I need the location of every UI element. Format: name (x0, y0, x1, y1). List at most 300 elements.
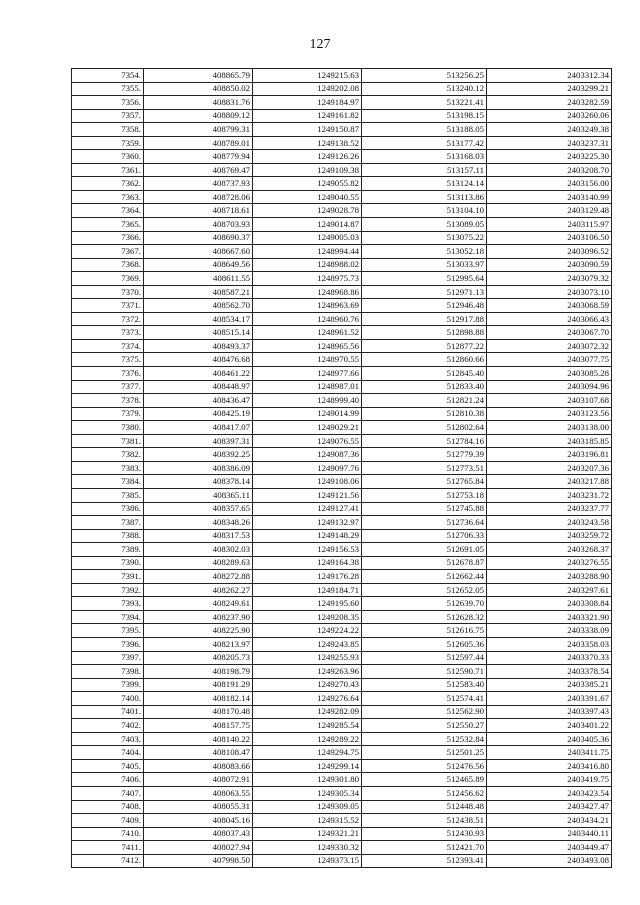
coord-x1-cell: 408198.79 (144, 665, 253, 679)
coord-y2-cell: 2403077.75 (487, 353, 612, 367)
point-number-cell: 7366. (72, 231, 144, 245)
point-number-cell: 7411. (72, 841, 144, 855)
table-row (72, 69, 612, 83)
table-row (72, 841, 612, 855)
coord-x2-cell: 512393.41 (362, 854, 487, 868)
coord-x1-cell: 408386.09 (144, 461, 253, 475)
coord-x1-cell: 408055.31 (144, 800, 253, 814)
coord-x1-cell: 408272.88 (144, 570, 253, 584)
point-number-cell: 7367. (72, 245, 144, 259)
coord-y1-cell: 1249097.76 (253, 461, 362, 475)
point-number-cell: 7386. (72, 502, 144, 516)
coord-y1-cell: 1249150.87 (253, 123, 362, 137)
coord-y2-cell: 2403208.70 (487, 163, 612, 177)
coord-x1-cell: 408140.22 (144, 732, 253, 746)
coord-y2-cell: 2403123.56 (487, 407, 612, 421)
coord-x1-cell: 408182.14 (144, 692, 253, 706)
coord-y2-cell: 2403358.03 (487, 637, 612, 651)
coord-y2-cell: 2403237.77 (487, 502, 612, 516)
coord-x2-cell: 512639.70 (362, 597, 487, 611)
table-row (72, 163, 612, 177)
coord-y1-cell: 1249285.54 (253, 719, 362, 733)
coord-x2-cell: 512765.84 (362, 475, 487, 489)
coord-y2-cell: 2403107.68 (487, 394, 612, 408)
coord-x2-cell: 512971.13 (362, 285, 487, 299)
coord-x2-cell: 512810.38 (362, 407, 487, 421)
coord-x1-cell: 408397.31 (144, 434, 253, 448)
point-number-cell: 7408. (72, 800, 144, 814)
coord-y2-cell: 2403299.21 (487, 82, 612, 96)
table-row (72, 502, 612, 516)
coord-x2-cell: 513221.41 (362, 96, 487, 110)
table-row (72, 312, 612, 326)
coord-x2-cell: 512438.51 (362, 814, 487, 828)
coord-x2-cell: 512833.40 (362, 380, 487, 394)
table-row (72, 190, 612, 204)
point-number-cell: 7379. (72, 407, 144, 421)
coord-y1-cell: 1249315.52 (253, 814, 362, 828)
table-row (72, 488, 612, 502)
point-number-cell: 7403. (72, 732, 144, 746)
point-number-cell: 7373. (72, 326, 144, 340)
table-row (72, 461, 612, 475)
coord-y1-cell: 1249224.22 (253, 624, 362, 638)
coord-y2-cell: 2403185.85 (487, 434, 612, 448)
table-row (72, 624, 612, 638)
coord-y1-cell: 1248970.55 (253, 353, 362, 367)
table-row (72, 285, 612, 299)
coord-y1-cell: 1249195.60 (253, 597, 362, 611)
table-row (72, 82, 612, 96)
coord-x2-cell: 512456.62 (362, 786, 487, 800)
coord-x2-cell: 512845.40 (362, 367, 487, 381)
coord-x1-cell: 408191.29 (144, 678, 253, 692)
coord-x1-cell: 408789.01 (144, 136, 253, 150)
coord-y1-cell: 1249148.29 (253, 529, 362, 543)
coord-y1-cell: 1249109.38 (253, 163, 362, 177)
coord-y2-cell: 2403138.00 (487, 421, 612, 435)
coord-x1-cell: 408850.02 (144, 82, 253, 96)
point-number-cell: 7399. (72, 678, 144, 692)
coord-x2-cell: 513052.18 (362, 245, 487, 259)
coord-x1-cell: 408157.75 (144, 719, 253, 733)
point-number-cell: 7359. (72, 136, 144, 150)
table-row (72, 258, 612, 272)
coord-y1-cell: 1249055.82 (253, 177, 362, 191)
coord-x1-cell: 408779.94 (144, 150, 253, 164)
coord-y2-cell: 2403440.11 (487, 827, 612, 841)
point-number-cell: 7388. (72, 529, 144, 543)
coord-x2-cell: 512662.44 (362, 570, 487, 584)
table-row (72, 854, 612, 868)
coord-y2-cell: 2403405.36 (487, 732, 612, 746)
coord-x1-cell: 408289.63 (144, 556, 253, 570)
point-number-cell: 7394. (72, 610, 144, 624)
coord-y1-cell: 1248999.40 (253, 394, 362, 408)
coord-y2-cell: 2403249.38 (487, 123, 612, 137)
coord-x2-cell: 512574.41 (362, 692, 487, 706)
coord-x1-cell: 408728.06 (144, 190, 253, 204)
coord-x1-cell: 407998.50 (144, 854, 253, 868)
coord-y2-cell: 2403085.28 (487, 367, 612, 381)
coord-x2-cell: 513188.05 (362, 123, 487, 137)
point-number-cell: 7385. (72, 488, 144, 502)
point-number-cell: 7370. (72, 285, 144, 299)
table-row (72, 759, 612, 773)
coord-x1-cell: 408378.14 (144, 475, 253, 489)
table-row (72, 299, 612, 313)
coord-x1-cell: 408225.90 (144, 624, 253, 638)
coord-y2-cell: 2403427.47 (487, 800, 612, 814)
page-number: 127 (309, 37, 331, 52)
coord-x2-cell: 512532.84 (362, 732, 487, 746)
coord-x2-cell: 513177.42 (362, 136, 487, 150)
coord-y2-cell: 2403338.09 (487, 624, 612, 638)
table-row (72, 556, 612, 570)
coord-x2-cell: 512583.40 (362, 678, 487, 692)
point-number-cell: 7368. (72, 258, 144, 272)
table-row (72, 231, 612, 245)
coord-y1-cell: 1249289.22 (253, 732, 362, 746)
table-row (72, 434, 612, 448)
coord-x1-cell: 408718.61 (144, 204, 253, 218)
coord-x1-cell: 408037.43 (144, 827, 253, 841)
point-number-cell: 7407. (72, 786, 144, 800)
coord-x2-cell: 512898.88 (362, 326, 487, 340)
coord-x2-cell: 513256.25 (362, 69, 487, 83)
point-number-cell: 7390. (72, 556, 144, 570)
coord-y2-cell: 2403196.81 (487, 448, 612, 462)
point-number-cell: 7362. (72, 177, 144, 191)
coord-y2-cell: 2403378.54 (487, 665, 612, 679)
point-number-cell: 7377. (72, 380, 144, 394)
table-row (72, 570, 612, 584)
coord-x2-cell: 512652.05 (362, 583, 487, 597)
coord-x1-cell: 408703.93 (144, 218, 253, 232)
point-number-cell: 7387. (72, 516, 144, 530)
coord-y2-cell: 2403068.59 (487, 299, 612, 313)
coord-x1-cell: 408799.31 (144, 123, 253, 137)
coord-y2-cell: 2403156.00 (487, 177, 612, 191)
coord-x1-cell: 408448.97 (144, 380, 253, 394)
coord-y2-cell: 2403140.99 (487, 190, 612, 204)
point-number-cell: 7402. (72, 719, 144, 733)
coord-y2-cell: 2403231.72 (487, 488, 612, 502)
coord-x1-cell: 408072.91 (144, 773, 253, 787)
coord-x2-cell: 512821.24 (362, 394, 487, 408)
table-row (72, 96, 612, 110)
coord-x2-cell: 512917.88 (362, 312, 487, 326)
table-row (72, 339, 612, 353)
coord-y2-cell: 2403066.43 (487, 312, 612, 326)
point-number-cell: 7380. (72, 421, 144, 435)
coord-y1-cell: 1249330.32 (253, 841, 362, 855)
coord-x1-cell: 408205.73 (144, 651, 253, 665)
coord-x2-cell: 512736.64 (362, 516, 487, 530)
coord-y1-cell: 1249040.55 (253, 190, 362, 204)
coord-y2-cell: 2403321.90 (487, 610, 612, 624)
coord-y2-cell: 2403115.97 (487, 218, 612, 232)
coord-y1-cell: 1249108.06 (253, 475, 362, 489)
point-number-cell: 7382. (72, 448, 144, 462)
coord-x1-cell: 408809.12 (144, 109, 253, 123)
coord-x2-cell: 512616.75 (362, 624, 487, 638)
table-row (72, 597, 612, 611)
coord-y2-cell: 2403129.48 (487, 204, 612, 218)
point-number-cell: 7356. (72, 96, 144, 110)
point-number-cell: 7398. (72, 665, 144, 679)
coord-x1-cell: 408611.55 (144, 272, 253, 286)
point-number-cell: 7409. (72, 814, 144, 828)
coord-x2-cell: 512597.44 (362, 651, 487, 665)
coord-y1-cell: 1249014.99 (253, 407, 362, 421)
coord-y1-cell: 1248977.66 (253, 367, 362, 381)
coord-y1-cell: 1249373.15 (253, 854, 362, 868)
coord-y1-cell: 1248975.73 (253, 272, 362, 286)
table-row (72, 218, 612, 232)
table-row (72, 353, 612, 367)
coord-y1-cell: 1249076.55 (253, 434, 362, 448)
coord-x1-cell: 408425.19 (144, 407, 253, 421)
coord-x2-cell: 512753.18 (362, 488, 487, 502)
coord-x2-cell: 513198.15 (362, 109, 487, 123)
coord-y1-cell: 1249126.26 (253, 150, 362, 164)
coord-y1-cell: 1249263.96 (253, 665, 362, 679)
coord-y2-cell: 2403094.96 (487, 380, 612, 394)
coord-x1-cell: 408302.03 (144, 543, 253, 557)
table-row (72, 150, 612, 164)
table-row (72, 136, 612, 150)
coord-y2-cell: 2403072.32 (487, 339, 612, 353)
point-number-cell: 7381. (72, 434, 144, 448)
coord-y2-cell: 2403217.88 (487, 475, 612, 489)
coord-x2-cell: 512946.48 (362, 299, 487, 313)
coord-x1-cell: 408365.11 (144, 488, 253, 502)
coord-y2-cell: 2403268.37 (487, 543, 612, 557)
coord-y2-cell: 2403282.59 (487, 96, 612, 110)
coord-x1-cell: 408737.93 (144, 177, 253, 191)
coord-y2-cell: 2403391.67 (487, 692, 612, 706)
coord-x2-cell: 512706.33 (362, 529, 487, 543)
coordinates-table-body (72, 69, 612, 868)
point-number-cell: 7383. (72, 461, 144, 475)
coord-x1-cell: 408262.27 (144, 583, 253, 597)
coord-x2-cell: 512421.70 (362, 841, 487, 855)
coord-y2-cell: 2403243.58 (487, 516, 612, 530)
coord-y1-cell: 1249255.93 (253, 651, 362, 665)
coord-y1-cell: 1248960.76 (253, 312, 362, 326)
point-number-cell: 7355. (72, 82, 144, 96)
coord-y2-cell: 2403416.80 (487, 759, 612, 773)
point-number-cell: 7397. (72, 651, 144, 665)
coord-y1-cell: 1249161.82 (253, 109, 362, 123)
point-number-cell: 7401. (72, 705, 144, 719)
coord-y2-cell: 2403411.75 (487, 746, 612, 760)
coord-x2-cell: 512802.64 (362, 421, 487, 435)
coord-x2-cell: 513124.14 (362, 177, 487, 191)
table-row (72, 678, 612, 692)
point-number-cell: 7354. (72, 69, 144, 83)
point-number-cell: 7392. (72, 583, 144, 597)
coord-x1-cell: 408083.66 (144, 759, 253, 773)
coord-x2-cell: 512448.48 (362, 800, 487, 814)
table-row (72, 448, 612, 462)
coord-y1-cell: 1249087.36 (253, 448, 362, 462)
table-row (72, 786, 612, 800)
coord-x2-cell: 512678.87 (362, 556, 487, 570)
table-row (72, 610, 612, 624)
table-row (72, 421, 612, 435)
coord-y1-cell: 1249028.78 (253, 204, 362, 218)
coord-y1-cell: 1249029.21 (253, 421, 362, 435)
coord-x1-cell: 408667.60 (144, 245, 253, 259)
coord-x2-cell: 512784.16 (362, 434, 487, 448)
coord-y2-cell: 2403434.21 (487, 814, 612, 828)
point-number-cell: 7357. (72, 109, 144, 123)
coord-y2-cell: 2403397.43 (487, 705, 612, 719)
point-number-cell: 7361. (72, 163, 144, 177)
table-row (72, 637, 612, 651)
coord-x2-cell: 512501.25 (362, 746, 487, 760)
coord-y1-cell: 1249282.09 (253, 705, 362, 719)
coord-y1-cell: 1249299.14 (253, 759, 362, 773)
coord-y2-cell: 2403259.72 (487, 529, 612, 543)
coord-x1-cell: 408317.53 (144, 529, 253, 543)
coord-y1-cell: 1248987.01 (253, 380, 362, 394)
table-row (72, 367, 612, 381)
coord-x2-cell: 513168.03 (362, 150, 487, 164)
point-number-cell: 7396. (72, 637, 144, 651)
coord-x1-cell: 408461.22 (144, 367, 253, 381)
coord-x1-cell: 408562.70 (144, 299, 253, 313)
point-number-cell: 7369. (72, 272, 144, 286)
coord-x2-cell: 512628.32 (362, 610, 487, 624)
coord-y1-cell: 1249127.41 (253, 502, 362, 516)
coord-x1-cell: 408587.21 (144, 285, 253, 299)
coord-y1-cell: 1249164.38 (253, 556, 362, 570)
coord-x1-cell: 408045.16 (144, 814, 253, 828)
coord-x2-cell: 512476.56 (362, 759, 487, 773)
table-row (72, 516, 612, 530)
coord-x1-cell: 408170.48 (144, 705, 253, 719)
table-row (72, 272, 612, 286)
point-number-cell: 7410. (72, 827, 144, 841)
table-row (72, 800, 612, 814)
table-row (72, 326, 612, 340)
coord-y2-cell: 2403449.47 (487, 841, 612, 855)
point-number-cell: 7389. (72, 543, 144, 557)
point-number-cell: 7393. (72, 597, 144, 611)
coordinates-table (71, 68, 612, 868)
coord-x2-cell: 513033.97 (362, 258, 487, 272)
coord-y1-cell: 1249321.21 (253, 827, 362, 841)
coord-y2-cell: 2403297.61 (487, 583, 612, 597)
table-row (72, 651, 612, 665)
coord-y1-cell: 1249301.80 (253, 773, 362, 787)
point-number-cell: 7404. (72, 746, 144, 760)
coord-x2-cell: 512877.22 (362, 339, 487, 353)
coord-y1-cell: 1249309.05 (253, 800, 362, 814)
point-number-cell: 7364. (72, 204, 144, 218)
point-number-cell: 7363. (72, 190, 144, 204)
coord-y1-cell: 1249294.75 (253, 746, 362, 760)
point-number-cell: 7406. (72, 773, 144, 787)
coord-y2-cell: 2403073.10 (487, 285, 612, 299)
coord-y1-cell: 1249138.52 (253, 136, 362, 150)
coord-x2-cell: 512995.64 (362, 272, 487, 286)
coord-y2-cell: 2403079.32 (487, 272, 612, 286)
coord-x1-cell: 408027.94 (144, 841, 253, 855)
coord-x1-cell: 408865.79 (144, 69, 253, 83)
table-row (72, 732, 612, 746)
coord-y1-cell: 1249202.08 (253, 82, 362, 96)
coord-y2-cell: 2403288.90 (487, 570, 612, 584)
coord-x1-cell: 408063.55 (144, 786, 253, 800)
coord-x2-cell: 513240.12 (362, 82, 487, 96)
coord-y1-cell: 1248961.52 (253, 326, 362, 340)
coord-x2-cell: 512691.05 (362, 543, 487, 557)
coord-y1-cell: 1249005.03 (253, 231, 362, 245)
coord-y2-cell: 2403385.21 (487, 678, 612, 692)
coord-y1-cell: 1248965.56 (253, 339, 362, 353)
coord-y1-cell: 1249184.71 (253, 583, 362, 597)
coord-x2-cell: 512860.66 (362, 353, 487, 367)
point-number-cell: 7412. (72, 854, 144, 868)
point-number-cell: 7405. (72, 759, 144, 773)
coord-x2-cell: 512745.88 (362, 502, 487, 516)
coord-x1-cell: 408213.97 (144, 637, 253, 651)
coord-y2-cell: 2403207.36 (487, 461, 612, 475)
point-number-cell: 7391. (72, 570, 144, 584)
coord-y2-cell: 2403423.54 (487, 786, 612, 800)
coord-y2-cell: 2403419.75 (487, 773, 612, 787)
coord-y1-cell: 1249184.97 (253, 96, 362, 110)
point-number-cell: 7384. (72, 475, 144, 489)
table-row (72, 827, 612, 841)
coord-y1-cell: 1248994.44 (253, 245, 362, 259)
table-row (72, 692, 612, 706)
table-row (72, 665, 612, 679)
table-row (72, 719, 612, 733)
point-number-cell: 7365. (72, 218, 144, 232)
coord-y2-cell: 2403370.33 (487, 651, 612, 665)
coord-y1-cell: 1249156.53 (253, 543, 362, 557)
table-row (72, 407, 612, 421)
coord-x1-cell: 408690.37 (144, 231, 253, 245)
point-number-cell: 7374. (72, 339, 144, 353)
coord-x1-cell: 408237.90 (144, 610, 253, 624)
table-row (72, 204, 612, 218)
coord-x2-cell: 512773.51 (362, 461, 487, 475)
point-number-cell: 7395. (72, 624, 144, 638)
table-row (72, 746, 612, 760)
coord-y1-cell: 1249276.64 (253, 692, 362, 706)
coord-x1-cell: 408417.07 (144, 421, 253, 435)
coord-x2-cell: 512590.71 (362, 665, 487, 679)
coord-x1-cell: 408249.61 (144, 597, 253, 611)
coord-y1-cell: 1249215.63 (253, 69, 362, 83)
coord-x2-cell: 513113.86 (362, 190, 487, 204)
coord-x1-cell: 408534.17 (144, 312, 253, 326)
point-number-cell: 7358. (72, 123, 144, 137)
coord-y2-cell: 2403225.30 (487, 150, 612, 164)
coord-y2-cell: 2403401.22 (487, 719, 612, 733)
point-number-cell: 7400. (72, 692, 144, 706)
table-row (72, 543, 612, 557)
coord-x2-cell: 512779.39 (362, 448, 487, 462)
coord-y1-cell: 1248988.02 (253, 258, 362, 272)
coord-x1-cell: 408493.37 (144, 339, 253, 353)
